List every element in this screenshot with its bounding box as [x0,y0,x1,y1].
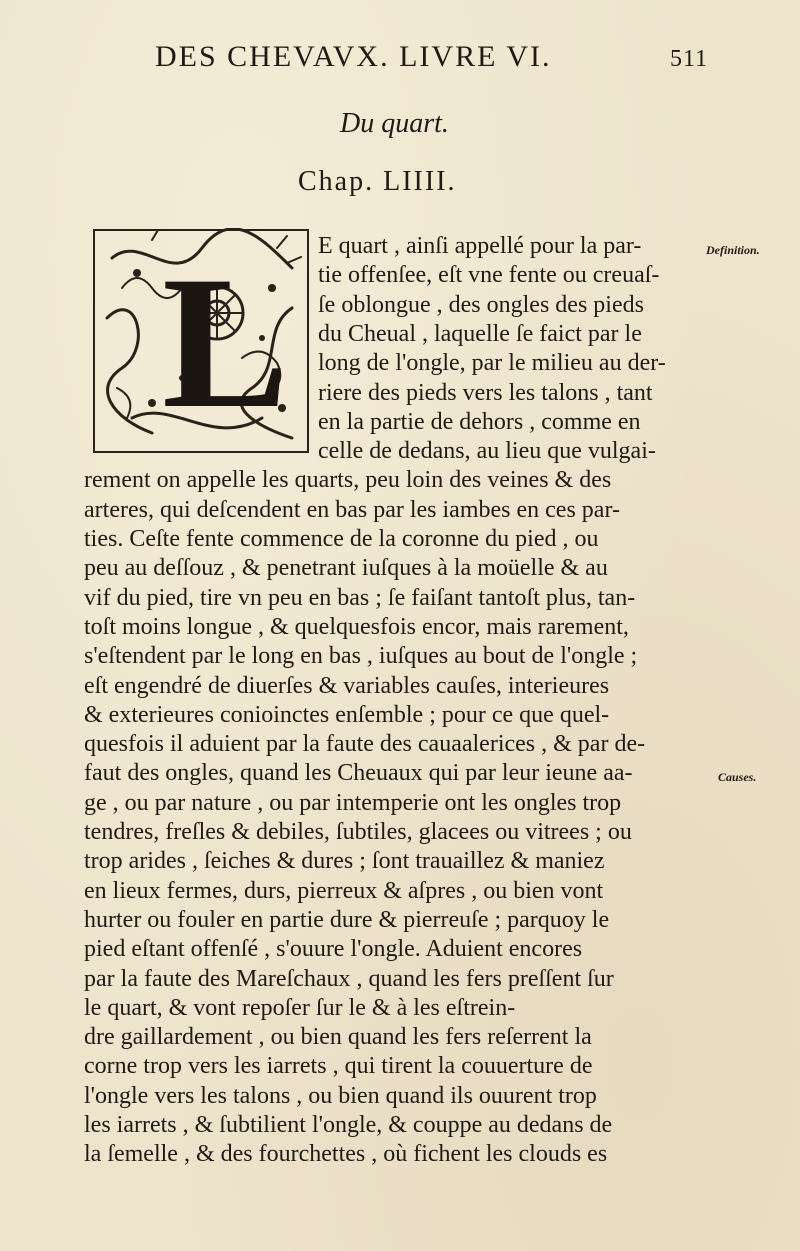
chapter-heading: Chap. LIIII. [298,166,457,197]
text-line: trop arides , ſeiches & dures ; ſont trauaillez & maniez [84,848,605,875]
text-line: & exterieures conioinctes enſemble ; pour ce que quel- [84,701,610,728]
text-line: toſt moins longue , & quelquesfois encor, mais rarement, [84,613,629,640]
text-line: l'ongle vers les talons , ou bien quand ils ouurent trop [84,1082,597,1109]
text-line: par la faute des Mareſchaux , quand les fers preſſent ſur [84,965,614,992]
margin-note-definition: Definition. [706,243,760,257]
text-line: vif du pied, tire vn peu en bas ; ſe faiſant tantoſt plus, tan- [84,584,636,611]
text-line: long de l'ongle, par le milieu au der- [318,350,666,377]
text-line: s'eſtendent par le long en bas , iuſques au bout de l'ongle ; [84,643,638,670]
text-line: peu au deſſouz , & penetrant iuſques à la moüelle & au [84,555,608,582]
page-number: 511 [670,46,709,72]
text-line: la ſemelle , & des fourchettes , où fichent les clouds es [84,1141,608,1168]
running-head [155,40,715,80]
text-line: ties. Ceſte fente commence de la coronne du pied , ou [84,526,599,552]
text-line: hurter ou fouler en partie dure & pierreuſe ; parquoy le [84,906,610,933]
text-line: ge , ou par nature , ou par intemperie ont les ongles trop [84,789,622,816]
section-title: Du quart. [340,108,449,139]
running-title: DES CHEVAVX. LIVRE VI. [155,40,552,73]
text-line: en la partie de dehors , comme en [318,408,641,435]
text-line: eſt engendré de diuerſes & variables cauſes, interieures [84,672,610,699]
text-line: riere des pieds vers les talons , tant [318,379,653,406]
text-line: E quart , ainſi appellé pour la par- [318,233,642,259]
drop-initial-letter: L [162,238,289,448]
text-line: ſe oblongue , des ongles des pieds [318,291,644,318]
text-line: pied eſtant offenſé , s'ouure l'ongle. Aduient encores [84,936,583,963]
text-line: faut des ongles, quand les Cheuaux qui par leur ieune aa- [84,760,633,787]
text-line: celle de dedans, au lieu que vulgai- [318,438,656,465]
text-line: les iarrets , & ſubtilient l'ongle, & couppe au dedans de [84,1112,613,1138]
text-line: arteres, qui deſcendent en bas par les iambes en ces par- [84,496,620,523]
text-line: corne trop vers les iarrets , qui tirent la couuerture de [84,1053,593,1080]
text-line: tie offenſee, eſt vne fente ou creuaſ- [318,262,660,289]
text-line: rement on appelle les quarts, peu loin des veines & des [84,467,612,494]
margin-note-causes: Causes. [718,770,757,784]
text-line: le quart, & vont repoſer ſur le & à les eſtrein- [84,994,516,1021]
text-line: en lieux fermes, durs, pierreux & aſpres , ou bien vont [84,877,604,904]
text-line: tendres, freſles & debiles, ſubtiles, glacees ou vitrees ; ou [84,819,632,845]
text-line: du Cheual , laquelle ſe faict par le [318,320,642,347]
text-line: quesfois il aduient par la faute des cauaalerices , & par de- [84,731,646,758]
ornamental-drop-initial [92,228,310,454]
text-line: dre gaillardement , ou bien quand les fers reſerrent la [84,1024,592,1051]
